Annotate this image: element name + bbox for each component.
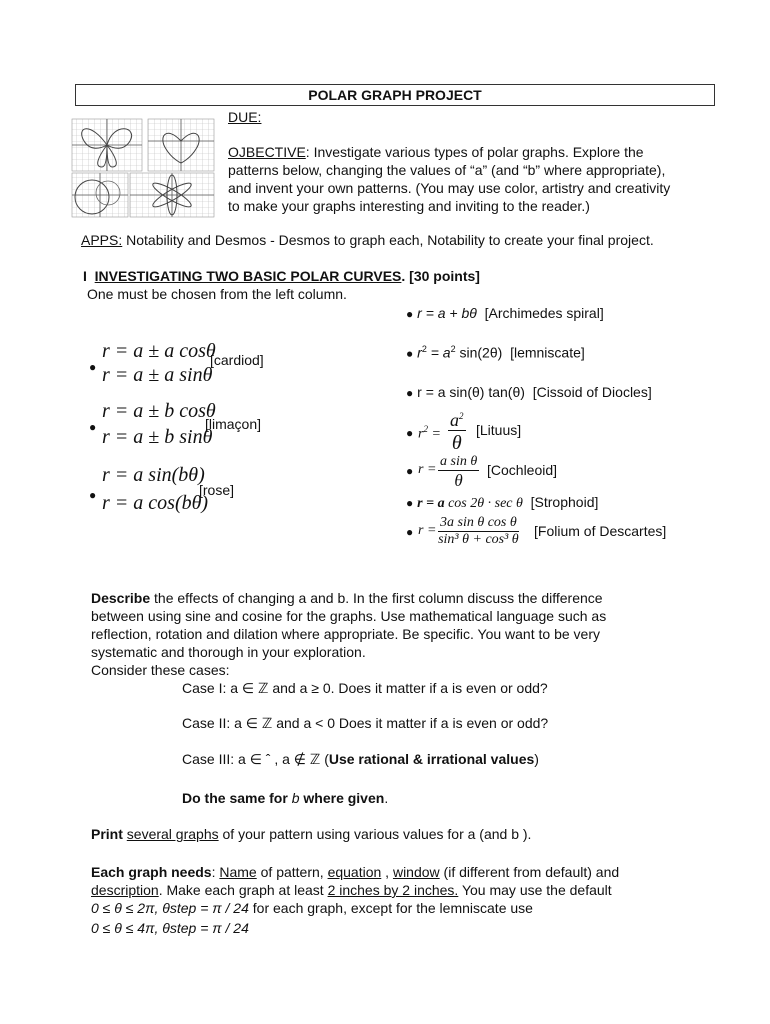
case-3: Case III: a ∈ ˆ , a ∉ ℤ (Use rational & irrational values)	[182, 751, 539, 767]
section-subtext: One must be chosen from the left column.	[87, 286, 347, 302]
describe-paragraph: Describe the effects of changing a and b. In the first column discuss the difference between using sine and cosine for the graphs. Use mathematical language such as reflection, rotation and dilation where appropriate. Be specific. You want to be very systematic and thorough in your exploration. Consider these cases:	[91, 590, 607, 678]
do-same-line: Do the same for b where given.	[182, 790, 389, 806]
butterfly-curve-graph	[72, 119, 142, 171]
right-curve-strophoid: ● r = a cos 2θ · sec θ [Strophoid]	[406, 494, 599, 511]
circle-graph	[72, 173, 128, 217]
case-1: Case I: a ∈ ℤ and a ≥ 0. Does it matter if a is even or odd?	[182, 680, 548, 696]
section-heading: I INVESTIGATING TWO BASIC POLAR CURVES. [30 points]	[83, 268, 480, 284]
page-title: POLAR GRAPH PROJECT	[75, 84, 715, 106]
right-curve-diocles: ● r = a sin(θ) tan(θ) [Cissoid of Diocles]	[406, 384, 652, 400]
print-line: Print several graphs of your pattern using various values for a (and b ).	[91, 826, 532, 842]
each-graph-paragraph: Each graph needs: Name of pattern, equation , window (if different from default) and description. Make each graph at least 2 inches by 2 inches. You may use the default 0 ≤ θ ≤ 2π, θstep = π / 24 for each graph, except for the lemniscate use 0 ≤ θ ≤ 4π, θstep = π / 24	[91, 864, 620, 936]
due-label: DUE:	[228, 109, 262, 125]
right-curve-archimedes: ● r = a + bθ [Archimedes spiral]	[406, 305, 604, 321]
objective-label: OJBECTIVE	[228, 144, 306, 160]
rose-graph	[130, 173, 214, 217]
cardioid-graph	[148, 119, 214, 171]
apps-line: APPS: Notability and Desmos - Desmos to graph each, Notability to create your final project.	[81, 232, 654, 248]
polar-graph-thumbnails	[70, 117, 218, 219]
objective-paragraph: OJBECTIVE: Investigate various types of polar graphs. Explore the patterns below, changing the values of “a” (and “b” where appropriate), and invent your own patterns. (You may use color, artistry and creativity to make your graphs interesting and inviting to the reader.)	[228, 144, 671, 214]
case-2: Case II: a ∈ ℤ and a < 0 Does it matter if a is even or odd?	[182, 715, 549, 731]
right-curve-lemniscate: ● $r^2 = a^2$ sin(2θ) [lemniscate]	[406, 344, 585, 361]
